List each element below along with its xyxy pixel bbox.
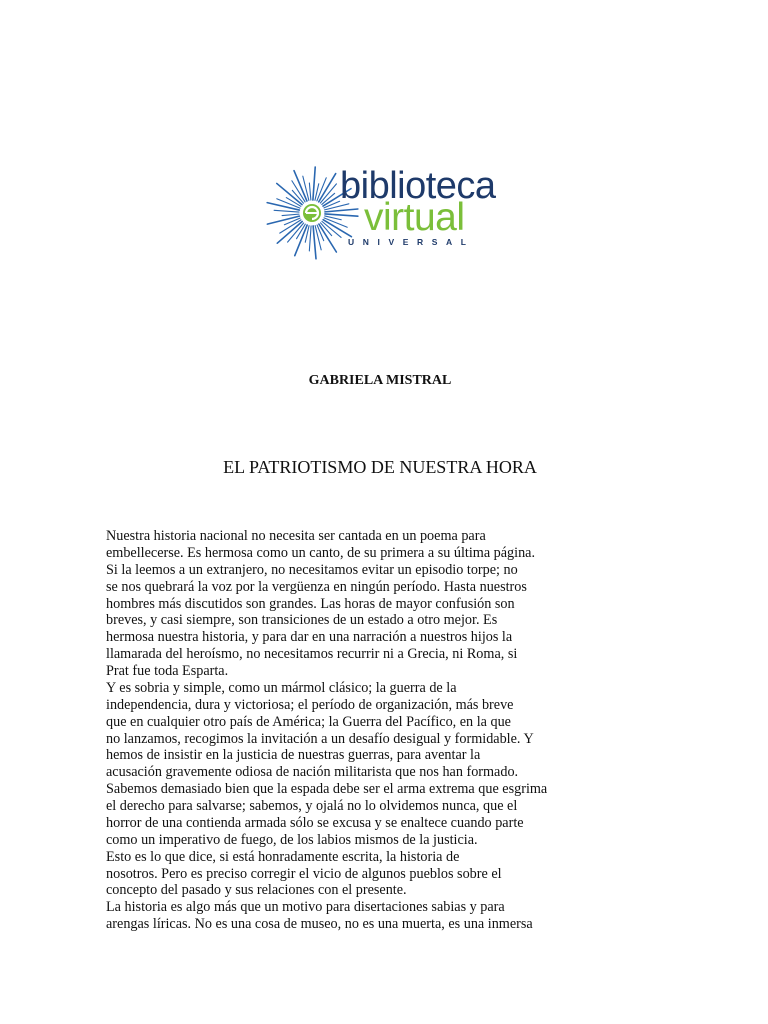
sunburst-ray: [277, 183, 302, 204]
body-text: [106, 528, 606, 933]
sunburst-ray: [282, 214, 299, 215]
text-line: hombres más discutidos son grandes. Las horas de mayor confusión son: [106, 595, 515, 612]
text-line: Sabemos demasiado bien que la espada debe ser el arma extrema que esgrima: [106, 781, 548, 798]
text-line: hemos de insistir en la justicia de nuestras guerras, para aventar la: [106, 747, 481, 764]
sunburst-ray: [313, 167, 315, 200]
text-line: Si la leemos a un extranjero, no necesitamos evitar un episodio torpe; no: [106, 561, 518, 578]
text-line: concepto del pasado y sus relaciones con el presente.: [106, 882, 407, 899]
text-line: Nuestra historia nacional no necesita ser cantada en un poema para: [106, 528, 486, 544]
logo-word-biblioteca: biblioteca: [340, 165, 496, 207]
author-name: GABRIELA MISTRAL: [308, 373, 452, 388]
sunburst-ray: [309, 183, 310, 200]
text-line: como un imperativo de fuego, de los labios mismos de la justicia.: [106, 831, 478, 848]
biblioteca-virtual-logo: [262, 166, 502, 262]
text-line: Esto es lo que dice, si está honradamente escrita, la historia de: [106, 848, 460, 865]
text-line: se nos quebrará la voz por la vergüenza en ningún período. Hasta nuestros: [106, 578, 527, 595]
sunburst-ray: [325, 214, 358, 216]
text-line: acusación gravemente odiosa de nación militarista que nos han formado.: [106, 764, 519, 781]
text-line: no lanzamos, recogimos la invitación a un desafío desigual y formidable. Y: [106, 730, 534, 747]
text-line: llamarada del heroísmo, no necesitamos recurrir ni a Grecia, ni Roma, si: [106, 646, 518, 663]
text-line: hermosa nuestra historia, y para dar en una narración a nuestros hijos la: [106, 629, 513, 646]
text-line: el derecho para salvarse; sabemos, y ojalá no lo olvidemos nunca, que el: [106, 798, 518, 814]
text-line: nosotros. Pero es preciso corregir el vicio de algunos pueblos sobre el: [106, 865, 502, 882]
sunburst-ray: [319, 224, 336, 252]
sunburst-ray: [315, 226, 321, 250]
text-line: embellecerse. Es hermosa como un canto, de su primera a su última página.: [106, 544, 536, 561]
text-line: La historia es algo más que un motivo para disertaciones sabias y para: [106, 899, 505, 916]
logo-word-universal: UNIVERSAL: [348, 237, 475, 247]
sunburst-ray: [309, 226, 311, 251]
text-line: Y es sobria y simple, como un mármol clásico; la guerra de la: [106, 679, 457, 696]
logo-word-virtual: virtual: [364, 196, 465, 239]
text-line: independencia, dura y victoriosa; el período de organización, más breve: [106, 696, 514, 713]
document-title: EL PATRIOTISMO DE NUESTRA HORA: [223, 457, 537, 477]
text-line: horror de una contienda armada sólo se excusa y se enaltece cuando parte: [106, 814, 524, 831]
sunburst-ray: [313, 226, 316, 259]
sunburst-ray: [274, 210, 299, 212]
text-line: Prat fue toda Esparta.: [106, 663, 229, 679]
sunburst-ray: [325, 209, 358, 212]
text-line: breves, y casi siempre, son transiciones de un estado a otro mejor. Es: [106, 612, 498, 629]
text-line: arengas líricas. No es una cosa de museo, no es una muerta, es una inmersa: [106, 916, 533, 933]
text-line: que en cualquier otro país de América; la Guerra del Pacífico, en la que: [106, 713, 511, 730]
